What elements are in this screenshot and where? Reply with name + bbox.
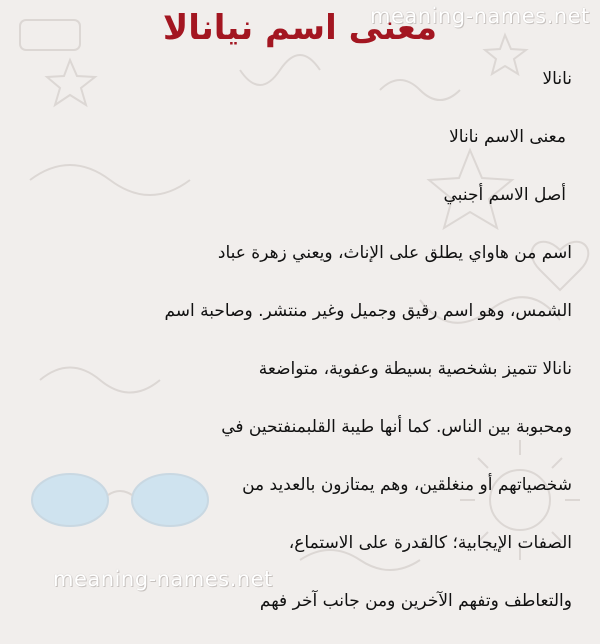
description-line: اسم من هاواي يطلق على الإناث، ويعني زهرة عباد <box>217 243 572 263</box>
page-title: معنى اسم نيانالا <box>162 8 438 48</box>
article-body <box>52 64 572 644</box>
description-line: ومحبوبة بين الناس. كما أنها طيبة القلبمنفتحين في <box>221 417 572 437</box>
meaning-heading: معنى الاسم نانالا <box>449 127 566 147</box>
description-line: والتعاطف وتفهم الآخرين ومن جانب آخر فهم <box>259 591 572 611</box>
watermark-top: meaning-names.net <box>370 4 590 28</box>
description-line: شخصياتهم أو منغلقين، وهم يمتازون بالعديد من <box>242 475 572 495</box>
description-line: الشمس، وهو اسم رقيق وجميل وغير منتشر. وصاحبة اسم <box>164 301 572 321</box>
name-line: نانالا <box>542 69 572 89</box>
description-line: الصفات الإيجابية؛ كالقدرة على الاستماع، <box>288 533 572 553</box>
watermark-bottom: meaning-names.net <box>53 567 273 591</box>
origin-line: أصل الاسم أجنبي <box>443 185 566 205</box>
description-line: نانالا تتميز بشخصية بسيطة وعفوية، متواضعة <box>258 359 572 379</box>
